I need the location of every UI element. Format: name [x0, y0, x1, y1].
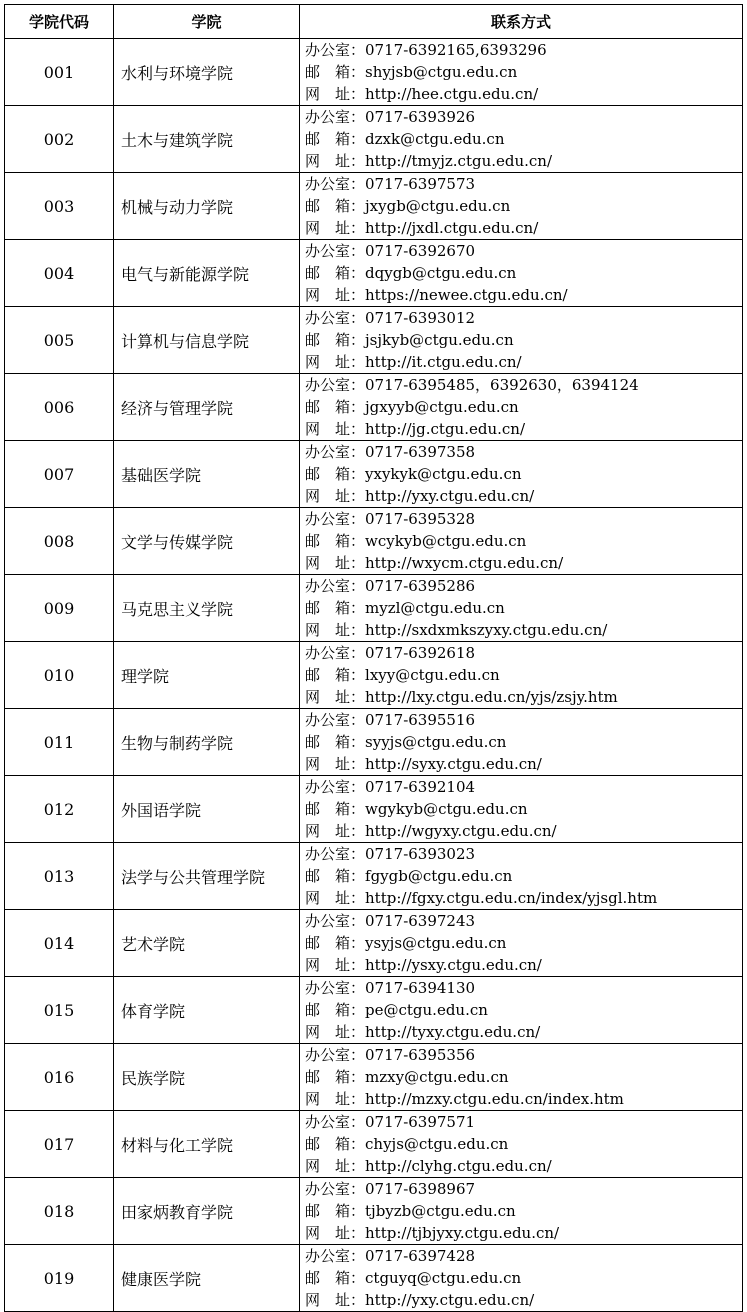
- college-code: 013: [5, 843, 114, 910]
- office-label: 办公室：: [305, 309, 366, 327]
- email-address[interactable]: tjbyzb@ctgu.edu.cn: [365, 1202, 516, 1220]
- website-label: 网 址：: [305, 152, 366, 170]
- website-link[interactable]: http://sxdxmkszyxy.ctgu.edu.cn/: [365, 621, 608, 639]
- office-label: 办公室：: [305, 242, 366, 260]
- college-code: 014: [5, 910, 114, 977]
- website-line: [305, 485, 742, 507]
- college-code: 003: [5, 173, 114, 240]
- college-code: 008: [5, 508, 114, 575]
- email-address[interactable]: jsjkyb@ctgu.edu.cn: [365, 331, 514, 349]
- contact-info: [300, 843, 743, 910]
- table-row: [5, 1044, 743, 1111]
- college-code: 015: [5, 977, 114, 1044]
- website-label: 网 址：: [305, 420, 366, 438]
- email-address[interactable]: wgykyb@ctgu.edu.cn: [365, 800, 528, 818]
- contact-info: [300, 39, 743, 106]
- email-label: 邮 箱：: [305, 130, 366, 148]
- contact-info: [300, 709, 743, 776]
- office-line: [305, 642, 742, 664]
- email-address[interactable]: chyjs@ctgu.edu.cn: [365, 1135, 509, 1153]
- website-line: [305, 753, 742, 775]
- table-row: [5, 374, 743, 441]
- office-line: [305, 1044, 742, 1066]
- office-label: 办公室：: [305, 175, 366, 193]
- college-code: 001: [5, 39, 114, 106]
- email-label: 邮 箱：: [305, 63, 366, 81]
- office-line: [305, 441, 742, 463]
- college-name: 材料与化工学院: [114, 1111, 300, 1178]
- website-label: 网 址：: [305, 1090, 366, 1108]
- email-line: [305, 798, 742, 820]
- email-label: 邮 箱：: [305, 465, 366, 483]
- college-name: 马克思主义学院: [114, 575, 300, 642]
- contact-info: [300, 575, 743, 642]
- email-line: [305, 262, 742, 284]
- email-label: 邮 箱：: [305, 934, 366, 952]
- website-link[interactable]: http://mzxy.ctgu.edu.cn/index.htm: [365, 1090, 624, 1108]
- email-address[interactable]: pe@ctgu.edu.cn: [365, 1001, 488, 1019]
- header-college: 学院: [114, 5, 300, 39]
- website-label: 网 址：: [305, 822, 366, 840]
- email-label: 邮 箱：: [305, 800, 366, 818]
- contact-info: [300, 910, 743, 977]
- website-line: [305, 284, 742, 306]
- email-label: 邮 箱：: [305, 197, 366, 215]
- contact-info: [300, 1044, 743, 1111]
- email-label: 邮 箱：: [305, 1068, 366, 1086]
- website-line: [305, 1289, 742, 1311]
- office-phone: 0717-6393023: [365, 845, 476, 863]
- office-line: [305, 374, 742, 396]
- contact-info: [300, 1178, 743, 1245]
- office-label: 办公室：: [305, 1113, 366, 1131]
- office-label: 办公室：: [305, 510, 366, 528]
- email-line: [305, 195, 742, 217]
- office-line: [305, 575, 742, 597]
- email-address[interactable]: lxyy@ctgu.edu.cn: [365, 666, 500, 684]
- email-line: [305, 463, 742, 485]
- office-phone: 0717-6393012: [365, 309, 476, 327]
- office-label: 办公室：: [305, 778, 366, 796]
- office-phone: 0717-6397358: [365, 443, 476, 461]
- contact-info: [300, 240, 743, 307]
- website-label: 网 址：: [305, 219, 366, 237]
- college-code: 018: [5, 1178, 114, 1245]
- website-link[interactable]: https://newee.ctgu.edu.cn/: [365, 286, 568, 304]
- email-address[interactable]: jgxyyb@ctgu.edu.cn: [365, 398, 519, 416]
- email-address[interactable]: ysyjs@ctgu.edu.cn: [365, 934, 507, 952]
- website-link[interactable]: http://ysxy.ctgu.edu.cn/: [365, 956, 542, 974]
- contact-info: [300, 776, 743, 843]
- website-link[interactable]: http://tmyjz.ctgu.edu.cn/: [365, 152, 553, 170]
- website-line: [305, 1222, 742, 1244]
- office-line: [305, 776, 742, 798]
- college-code: 002: [5, 106, 114, 173]
- office-phone: 0717-6392618: [365, 644, 476, 662]
- office-line: [305, 910, 742, 932]
- college-name: 水利与环境学院: [114, 39, 300, 106]
- email-label: 邮 箱：: [305, 1135, 366, 1153]
- college-code: 012: [5, 776, 114, 843]
- website-link[interactable]: http://jg.ctgu.edu.cn/: [365, 420, 525, 438]
- office-line: [305, 843, 742, 865]
- table-row: [5, 1245, 743, 1312]
- website-line: [305, 552, 742, 574]
- email-label: 邮 箱：: [305, 398, 366, 416]
- college-name: 基础医学院: [114, 441, 300, 508]
- email-line: [305, 329, 742, 351]
- website-line: [305, 820, 742, 842]
- website-label: 网 址：: [305, 889, 366, 907]
- website-line: [305, 619, 742, 641]
- website-line: [305, 418, 742, 440]
- email-label: 邮 箱：: [305, 867, 366, 885]
- office-line: [305, 1178, 742, 1200]
- email-label: 邮 箱：: [305, 599, 366, 617]
- website-label: 网 址：: [305, 85, 366, 103]
- college-name: 机械与动力学院: [114, 173, 300, 240]
- office-phone: 0717-6397243: [365, 912, 476, 930]
- office-phone: 0717-6395356: [365, 1046, 476, 1064]
- office-label: 办公室：: [305, 376, 366, 394]
- email-line: [305, 1200, 742, 1222]
- office-phone: 0717-6392104: [365, 778, 476, 796]
- website-label: 网 址：: [305, 1224, 366, 1242]
- office-phone: 0717-6395328: [365, 510, 476, 528]
- website-label: 网 址：: [305, 755, 366, 773]
- office-phone: 0717-6394130: [365, 979, 476, 997]
- email-line: [305, 396, 742, 418]
- office-phone: 0717-6395516: [365, 711, 476, 729]
- college-code: 016: [5, 1044, 114, 1111]
- office-line: [305, 709, 742, 731]
- college-code: 006: [5, 374, 114, 441]
- table-row: [5, 575, 743, 642]
- website-label: 网 址：: [305, 286, 366, 304]
- website-link[interactable]: http://yxy.ctgu.edu.cn/: [365, 487, 535, 505]
- header-contact: 联系方式: [300, 5, 743, 39]
- email-label: 邮 箱：: [305, 331, 366, 349]
- website-link[interactable]: http://hee.ctgu.edu.cn/: [365, 85, 539, 103]
- contact-info: [300, 642, 743, 709]
- website-line: [305, 351, 742, 373]
- college-name: 健康医学院: [114, 1245, 300, 1312]
- office-line: [305, 39, 742, 61]
- office-phone: 0717-6397573: [365, 175, 476, 193]
- email-address[interactable]: wcykyb@ctgu.edu.cn: [365, 532, 527, 550]
- website-label: 网 址：: [305, 621, 366, 639]
- office-line: [305, 977, 742, 999]
- email-line: [305, 1267, 742, 1289]
- table-row: [5, 1111, 743, 1178]
- website-link[interactable]: http://clyhg.ctgu.edu.cn/: [365, 1157, 552, 1175]
- office-label: 办公室：: [305, 443, 366, 461]
- office-label: 办公室：: [305, 41, 366, 59]
- contact-info: [300, 106, 743, 173]
- website-label: 网 址：: [305, 554, 366, 572]
- email-label: 邮 箱：: [305, 1001, 366, 1019]
- email-address[interactable]: syyjs@ctgu.edu.cn: [365, 733, 507, 751]
- contact-info: [300, 441, 743, 508]
- office-label: 办公室：: [305, 979, 366, 997]
- table-row: [5, 307, 743, 374]
- email-label: 邮 箱：: [305, 666, 366, 684]
- email-line: [305, 999, 742, 1021]
- email-line: [305, 731, 742, 753]
- table-row: [5, 173, 743, 240]
- college-name: 电气与新能源学院: [114, 240, 300, 307]
- email-line: [305, 932, 742, 954]
- college-name: 民族学院: [114, 1044, 300, 1111]
- table-row: [5, 106, 743, 173]
- table-row: [5, 508, 743, 575]
- college-name: 文学与传媒学院: [114, 508, 300, 575]
- website-line: [305, 1088, 742, 1110]
- email-label: 邮 箱：: [305, 532, 366, 550]
- email-address[interactable]: mzxy@ctgu.edu.cn: [365, 1068, 509, 1086]
- table-row: [5, 240, 743, 307]
- email-address[interactable]: jxygb@ctgu.edu.cn: [365, 197, 511, 215]
- office-label: 办公室：: [305, 711, 366, 729]
- email-address[interactable]: dzxk@ctgu.edu.cn: [365, 130, 505, 148]
- college-name: 外国语学院: [114, 776, 300, 843]
- table-row: [5, 843, 743, 910]
- website-label: 网 址：: [305, 956, 366, 974]
- office-phone: 0717-6392165,6393296: [365, 41, 547, 59]
- website-link[interactable]: http://wgyxy.ctgu.edu.cn/: [365, 822, 557, 840]
- college-code: 004: [5, 240, 114, 307]
- email-line: [305, 128, 742, 150]
- office-line: [305, 106, 742, 128]
- email-line: [305, 1133, 742, 1155]
- email-address[interactable]: myzl@ctgu.edu.cn: [365, 599, 505, 617]
- website-link[interactable]: http://fgxy.ctgu.edu.cn/index/yjsgl.htm: [365, 889, 658, 907]
- college-name: 体育学院: [114, 977, 300, 1044]
- website-line: [305, 1021, 742, 1043]
- website-link[interactable]: http://yxy.ctgu.edu.cn/: [365, 1291, 535, 1309]
- website-label: 网 址：: [305, 1023, 366, 1041]
- office-phone: 0717-6397428: [365, 1247, 476, 1265]
- office-line: [305, 307, 742, 329]
- table-row: [5, 39, 743, 106]
- website-link[interactable]: http://syxy.ctgu.edu.cn/: [365, 755, 542, 773]
- office-phone: 0717-6393926: [365, 108, 476, 126]
- website-line: [305, 887, 742, 909]
- office-phone: 0717-6392670: [365, 242, 476, 260]
- college-name: 计算机与信息学院: [114, 307, 300, 374]
- table-row: [5, 1178, 743, 1245]
- table-row: [5, 977, 743, 1044]
- email-label: 邮 箱：: [305, 1269, 366, 1287]
- college-code: 005: [5, 307, 114, 374]
- website-line: [305, 83, 742, 105]
- email-label: 邮 箱：: [305, 1202, 366, 1220]
- website-label: 网 址：: [305, 1157, 366, 1175]
- email-line: [305, 1066, 742, 1088]
- website-link[interactable]: http://wxycm.ctgu.edu.cn/: [365, 554, 564, 572]
- office-line: [305, 240, 742, 262]
- header-code: 学院代码: [5, 5, 114, 39]
- college-contact-table: [4, 4, 743, 1312]
- office-phone: 0717-6397571: [365, 1113, 476, 1131]
- table-row: [5, 709, 743, 776]
- college-name: 法学与公共管理学院: [114, 843, 300, 910]
- contact-info: [300, 977, 743, 1044]
- college-code: 010: [5, 642, 114, 709]
- office-label: 办公室：: [305, 912, 366, 930]
- office-label: 办公室：: [305, 1247, 366, 1265]
- email-address[interactable]: ctguyq@ctgu.edu.cn: [365, 1269, 522, 1287]
- email-label: 邮 箱：: [305, 733, 366, 751]
- office-phone: 0717-6395485，6392630，6394124: [365, 376, 639, 394]
- website-line: [305, 954, 742, 976]
- office-label: 办公室：: [305, 577, 366, 595]
- office-label: 办公室：: [305, 1046, 366, 1064]
- contact-info: [300, 1111, 743, 1178]
- website-label: 网 址：: [305, 1291, 366, 1309]
- college-name: 理学院: [114, 642, 300, 709]
- website-link[interactable]: http://lxy.ctgu.edu.cn/yjs/zsjy.htm: [365, 688, 618, 706]
- website-line: [305, 217, 742, 239]
- college-code: 019: [5, 1245, 114, 1312]
- email-address[interactable]: yxykyk@ctgu.edu.cn: [365, 465, 522, 483]
- contact-info: [300, 307, 743, 374]
- email-line: [305, 865, 742, 887]
- contact-info: [300, 173, 743, 240]
- table-row: [5, 776, 743, 843]
- email-line: [305, 530, 742, 552]
- email-label: 邮 箱：: [305, 264, 366, 282]
- office-line: [305, 508, 742, 530]
- office-line: [305, 1111, 742, 1133]
- contact-info: [300, 374, 743, 441]
- office-label: 办公室：: [305, 1180, 366, 1198]
- college-name: 土木与建筑学院: [114, 106, 300, 173]
- email-line: [305, 61, 742, 83]
- table-row: [5, 441, 743, 508]
- college-name: 经济与管理学院: [114, 374, 300, 441]
- website-line: [305, 150, 742, 172]
- email-line: [305, 664, 742, 686]
- college-name: 生物与制药学院: [114, 709, 300, 776]
- college-code: 009: [5, 575, 114, 642]
- website-link[interactable]: http://tyxy.ctgu.edu.cn/: [365, 1023, 541, 1041]
- header-row: [5, 5, 743, 39]
- table-row: [5, 642, 743, 709]
- website-link[interactable]: http://it.ctgu.edu.cn/: [365, 353, 522, 371]
- college-name: 艺术学院: [114, 910, 300, 977]
- website-label: 网 址：: [305, 353, 366, 371]
- contact-info: [300, 1245, 743, 1312]
- website-label: 网 址：: [305, 688, 366, 706]
- college-code: 011: [5, 709, 114, 776]
- office-line: [305, 1245, 742, 1267]
- office-label: 办公室：: [305, 845, 366, 863]
- office-phone: 0717-6398967: [365, 1180, 476, 1198]
- website-line: [305, 1155, 742, 1177]
- website-link[interactable]: http://tjbjyxy.ctgu.edu.cn/: [365, 1224, 560, 1242]
- email-address[interactable]: shyjsb@ctgu.edu.cn: [365, 63, 518, 81]
- email-line: [305, 597, 742, 619]
- website-label: 网 址：: [305, 487, 366, 505]
- office-label: 办公室：: [305, 108, 366, 126]
- contact-info: [300, 508, 743, 575]
- college-code: 017: [5, 1111, 114, 1178]
- office-label: 办公室：: [305, 644, 366, 662]
- email-address[interactable]: fgygb@ctgu.edu.cn: [365, 867, 513, 885]
- office-line: [305, 173, 742, 195]
- college-name: 田家炳教育学院: [114, 1178, 300, 1245]
- college-code: 007: [5, 441, 114, 508]
- website-link[interactable]: http://jxdl.ctgu.edu.cn/: [365, 219, 539, 237]
- office-phone: 0717-6395286: [365, 577, 476, 595]
- website-line: [305, 686, 742, 708]
- email-address[interactable]: dqygb@ctgu.edu.cn: [365, 264, 517, 282]
- table-row: [5, 910, 743, 977]
